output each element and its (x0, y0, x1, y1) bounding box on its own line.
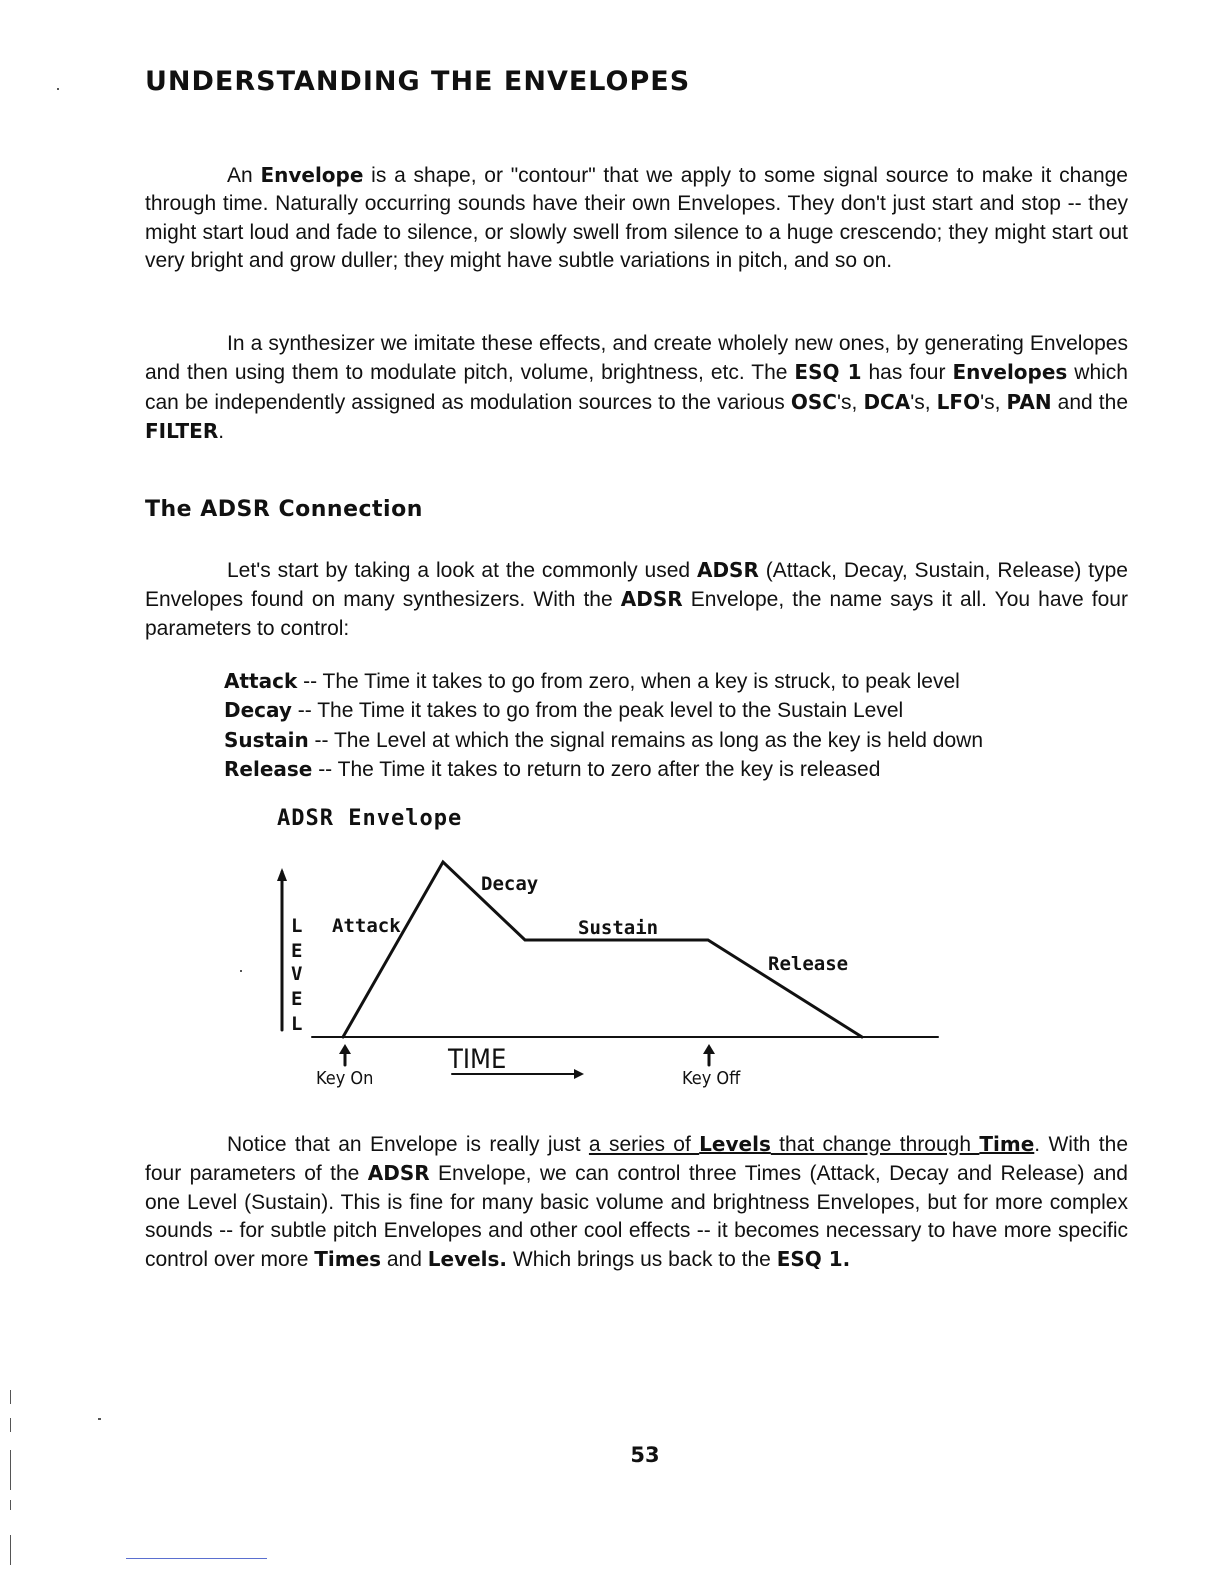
bold-term: FILTER (145, 418, 219, 443)
level-letter: E (291, 940, 303, 962)
definition-text: -- The Time it takes to go from the peak level to the Sustain Level (291, 699, 904, 723)
text-run: In a synthesizer we imitate these effects, and create wholely new ones, by generating Envelopes and then using them to modulate pitch, volume, brightness, etc. The (145, 332, 1128, 385)
time-arrow-head (574, 1069, 584, 1079)
scan-speck (10, 1390, 11, 1404)
bold-term: ADSR (620, 587, 683, 612)
scan-speck (240, 970, 242, 972)
text-run: and (381, 1248, 428, 1272)
bold-term: Envelope (260, 163, 364, 187)
decay-label: Decay (481, 873, 539, 895)
level-letter: E (291, 988, 303, 1010)
section-heading: The ADSR Connection (145, 497, 423, 522)
text-run: is a shape, or "contour" that we apply to some signal source to make it change through time. Naturally occurring sounds have their own Envelopes. They don't just start and stop -- they might start loud and fade to silence, or slowly swell from silence to a huge crescendo; they might start out very bright and grow duller; they might have subtle variations in pitch, and so on. (145, 164, 1128, 272)
sustain-label: Sustain (578, 917, 659, 939)
scan-speck (10, 1535, 11, 1565)
text-run: Notice that an Envelope is really just (227, 1133, 589, 1156)
bold-term: PAN (1006, 389, 1052, 414)
bold-term: ESQ 1 (794, 360, 862, 385)
footer-rule (126, 1558, 267, 1559)
text-run: Let's start by taking a look at the commonly used (227, 559, 697, 582)
definition-term: Attack (224, 669, 298, 693)
envelope-curve (343, 862, 862, 1037)
time-label: TIME (448, 1044, 507, 1075)
level-letter: L (291, 1013, 303, 1035)
underlined-text: a series of (588, 1133, 700, 1156)
text-run: and the (1051, 390, 1129, 414)
attack-label: Attack (332, 915, 401, 937)
text-run: Which brings us back to the (507, 1248, 777, 1272)
release-label: Release (768, 953, 849, 975)
text-run: Envelope, we can control three Times (Attack, Decay and Release) and one Level (Sustain). This is fine for many basic volume and brightness Envelopes, but for more complex sounds -- for subtle pitch Envelopes and other cool effects -- it becomes necessary to have more specific control over more (145, 1162, 1128, 1272)
text-run: 's, (836, 390, 864, 414)
definition-term: Decay (224, 698, 292, 723)
text-run: (Attack, Decay, Sustain, Release) type Envelopes found on many synthesizers. With the (145, 559, 1128, 612)
levels-times-paragraph (145, 1130, 1128, 1274)
text-run: An (227, 164, 261, 187)
diagram-title: ADSR Envelope (277, 806, 463, 831)
key-off-label: Key Off (682, 1068, 741, 1089)
scan-speck (10, 1418, 11, 1432)
bold-term: LFO (936, 389, 981, 414)
definition-text: -- The Level at which the signal remains as long as the key is held down (308, 728, 984, 752)
key-on-arrowhead (339, 1044, 351, 1054)
level-axis-arrowhead (277, 868, 287, 881)
level-letter: L (291, 915, 303, 937)
key-on-label: Key On (316, 1068, 374, 1089)
scan-speck (57, 88, 59, 90)
scan-speck (10, 1450, 11, 1490)
key-off-arrowhead (703, 1044, 715, 1054)
bold-term: ADSR (367, 1161, 430, 1186)
page-title: UNDERSTANDING THE ENVELOPES (145, 66, 691, 97)
underlined-bold-term: Time (979, 1132, 1035, 1156)
definition-text: -- The Time it takes to return to zero after the key is released (312, 757, 881, 781)
definition-term: Sustain (224, 727, 309, 752)
bold-term: Levels. (427, 1247, 508, 1272)
text-run: which can be independently assigned as modulation sources to the various (145, 361, 1128, 414)
text-run: . With the four parameters of the (145, 1133, 1128, 1186)
bold-term: Envelopes (952, 360, 1068, 385)
underlined-bold-term: Levels (699, 1132, 771, 1156)
definition-text: -- The Time it takes to go from zero, when a key is struck, to peak level (297, 670, 960, 693)
definition-term: Release (224, 756, 313, 781)
text-run: . (218, 419, 225, 443)
bold-term: DCA (863, 389, 911, 414)
text-run: 's, (980, 390, 1007, 414)
text-run: has four (861, 361, 953, 385)
bold-term: Times (314, 1247, 382, 1272)
scan-speck (10, 1500, 11, 1510)
level-letter: V (291, 963, 303, 985)
scan-speck (98, 1418, 101, 1420)
text-run: Envelope, the name says it all. You have four parameters to control: (145, 588, 1128, 640)
text-run: 's, (910, 390, 937, 414)
bold-term: ESQ 1. (776, 1247, 851, 1272)
bold-term: ADSR (696, 558, 759, 582)
bold-term: OSC (790, 389, 837, 414)
page-number: 53 (630, 1443, 660, 1467)
underlined-text: that change through (770, 1133, 980, 1156)
